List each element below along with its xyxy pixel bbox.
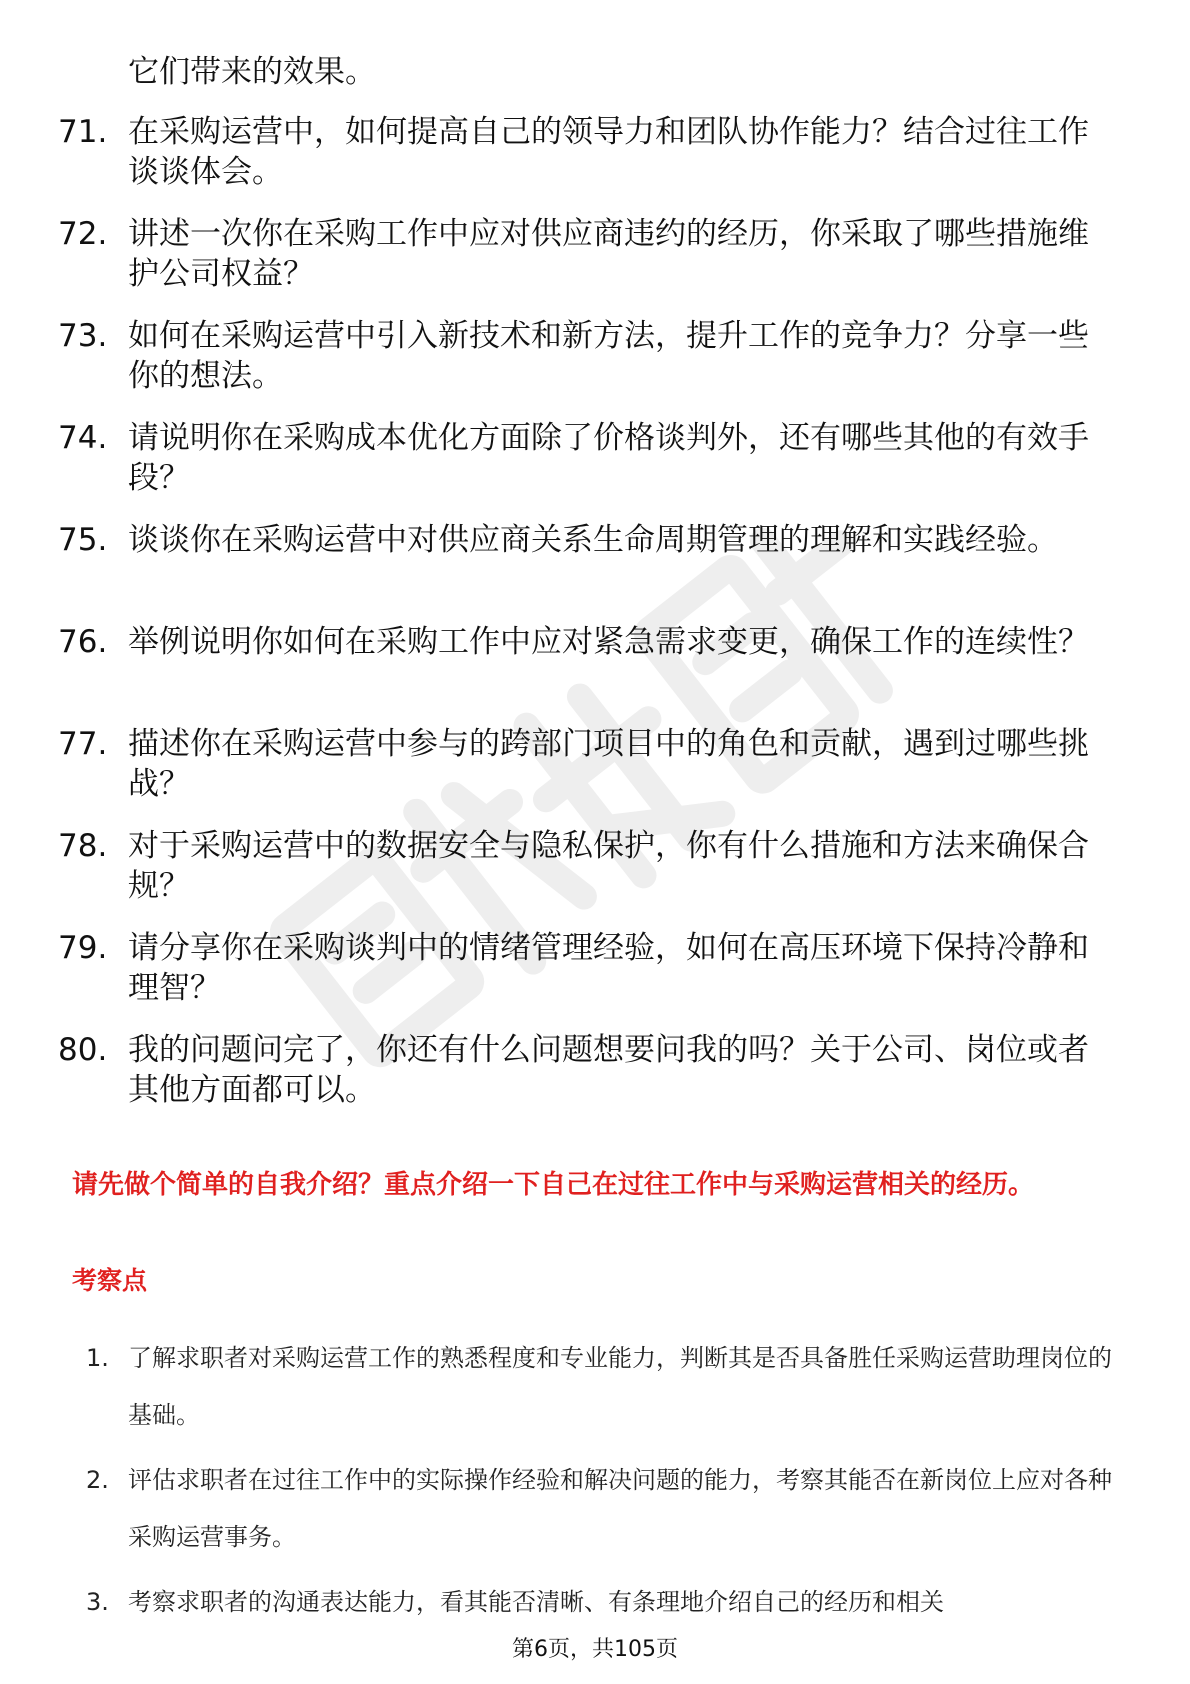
question-item bbox=[58, 826, 1118, 906]
question-item bbox=[58, 316, 1118, 396]
question-text: 描述你在采购运营中参与的跨部门项目中的角色和贡献，遇到过哪些挑战？ bbox=[128, 726, 1089, 802]
question-text: 我的问题问完了，你还有什么问题想要问我的吗？关于公司、岗位或者其他方面都可以。 bbox=[128, 1032, 1089, 1108]
question-text: 谈谈你在采购运营中对供应商关系生命周期管理的理解和实践经验。 bbox=[128, 522, 1058, 558]
point-number: 3. bbox=[86, 1588, 109, 1616]
section-subtitle: 考察点 bbox=[72, 1266, 148, 1295]
question-item bbox=[58, 418, 1118, 498]
point-text: 考察求职者的沟通表达能力，看其能否清晰、有条理地介绍自己的经历和相关 bbox=[128, 1588, 944, 1616]
question-number: 76. bbox=[58, 624, 108, 660]
question-text: 在采购运营中，如何提高自己的领导力和团队协作能力？结合过往工作谈谈体会。 bbox=[128, 114, 1089, 190]
question-text: 讲述一次你在采购工作中应对供应商违约的经历，你采取了哪些措施维护公司权益？ bbox=[128, 216, 1089, 292]
question-text: 举例说明你如何在采购工作中应对紧急需求变更，确保工作的连续性？ bbox=[128, 624, 1089, 660]
question-item bbox=[58, 214, 1118, 294]
question-number: 78. bbox=[58, 828, 108, 864]
point-number: 2. bbox=[86, 1466, 109, 1494]
question-number: 80. bbox=[58, 1032, 108, 1068]
question-number: 75. bbox=[58, 522, 108, 558]
question-item bbox=[58, 724, 1118, 804]
question-item bbox=[58, 520, 1118, 600]
assessment-point bbox=[86, 1574, 1116, 1631]
question-list bbox=[58, 112, 1118, 1132]
question-text: 请说明你在采购成本优化方面除了价格谈判外，还有哪些其他的有效手段？ bbox=[128, 420, 1089, 496]
question-number: 77. bbox=[58, 726, 108, 762]
continuation-text: 它们带来的效果。 bbox=[128, 54, 376, 90]
assessment-point-list bbox=[86, 1330, 1116, 1639]
section-title: 请先做个简单的自我介绍？重点介绍一下自己在过往工作中与采购运营相关的经历。 bbox=[72, 1170, 1035, 1200]
page-footer: 第6页，共105页 bbox=[512, 1637, 678, 1662]
question-text: 如何在采购运营中引入新技术和新方法，提升工作的竞争力？分享一些你的想法。 bbox=[128, 318, 1089, 394]
question-item bbox=[58, 1030, 1118, 1110]
question-number: 73. bbox=[58, 318, 108, 354]
question-item bbox=[58, 928, 1118, 1008]
point-number: 1. bbox=[86, 1344, 109, 1372]
assessment-point bbox=[86, 1330, 1116, 1444]
question-text: 对于采购运营中的数据安全与隐私保护，你有什么措施和方法来确保合规？ bbox=[128, 828, 1089, 904]
question-item bbox=[58, 112, 1118, 192]
point-text: 了解求职者对采购运营工作的熟悉程度和专业能力，判断其是否具备胜任采购运营助理岗位的基础。 bbox=[128, 1344, 1112, 1429]
question-number: 71. bbox=[58, 114, 108, 150]
question-number: 72. bbox=[58, 216, 108, 252]
question-item bbox=[58, 622, 1118, 702]
question-text: 请分享你在采购谈判中的情绪管理经验，如何在高压环境下保持冷静和理智？ bbox=[128, 930, 1089, 1006]
assessment-point bbox=[86, 1452, 1116, 1566]
question-number: 74. bbox=[58, 420, 108, 456]
point-text: 评估求职者在过往工作中的实际操作经验和解决问题的能力，考察其能否在新岗位上应对各种采购运营事务。 bbox=[128, 1466, 1112, 1551]
question-number: 79. bbox=[58, 930, 108, 966]
